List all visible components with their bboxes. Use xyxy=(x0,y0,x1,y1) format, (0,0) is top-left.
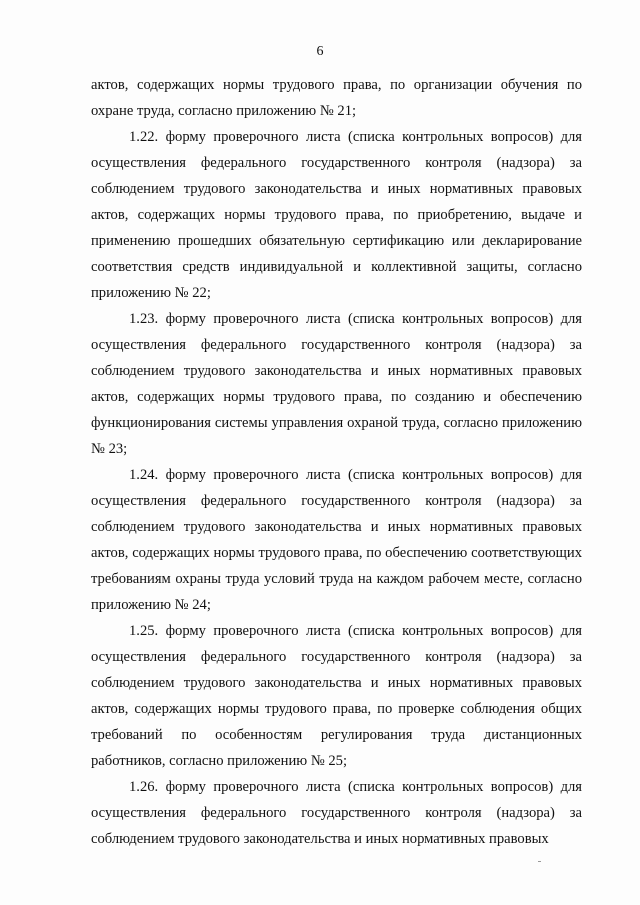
paragraph-item-1-26: 1.26. форму проверочного листа (списка контрольных вопросов) для осуществления федерального государственного контроля (надзора) за соблюдением трудового законодательства и иных нормативных правовых xyxy=(91,779,582,847)
paragraph-item-1-23: 1.23. форму проверочного листа (списка контрольных вопросов) для осуществления федерального государственного контроля (надзора) за соблюдением трудового законодательства и иных нормативных правовых актов, содержащих нормы трудового права, по созданию и обеспечению функционирования системы управления охраной труда, согласно приложению № 23; xyxy=(91,311,582,457)
document-body xyxy=(91,72,582,852)
paragraph-item-1-25: 1.25. форму проверочного листа (списка контрольных вопросов) для осуществления федерального государственного контроля (надзора) за соблюдением трудового законодательства и иных нормативных правовых актов, содержащих нормы трудового права, по проверке соблюдения общих требований по особенностям регулирования труда дистанционных работников, согласно приложению № 25; xyxy=(91,623,582,769)
paragraph-continuation: актов, содержащих нормы трудового права, по организации обучения по охране труда, согласно приложению № 21; xyxy=(91,77,582,119)
page-number: 6 xyxy=(316,44,324,59)
paragraph-item-1-22: 1.22. форму проверочного листа (списка контрольных вопросов) для осуществления федерального государственного контроля (надзора) за соблюдением трудового законодательства и иных нормативных правовых актов, содержащих нормы трудового права, по приобретению, выдаче и применению прошедших обязательную сертификацию или декларирование соответствия средств индивидуальной и коллективной защиты, согласно приложению № 22; xyxy=(91,129,582,301)
scan-speck xyxy=(538,861,541,862)
paragraph-item-1-24: 1.24. форму проверочного листа (списка контрольных вопросов) для осуществления федерального государственного контроля (надзора) за соблюдением трудового законодательства и иных нормативных правовых актов, содержащих нормы трудового права, по обеспечению соответствующих требованиям охраны труда условий труда на каждом рабочем месте, согласно приложению № 24; xyxy=(91,467,582,613)
